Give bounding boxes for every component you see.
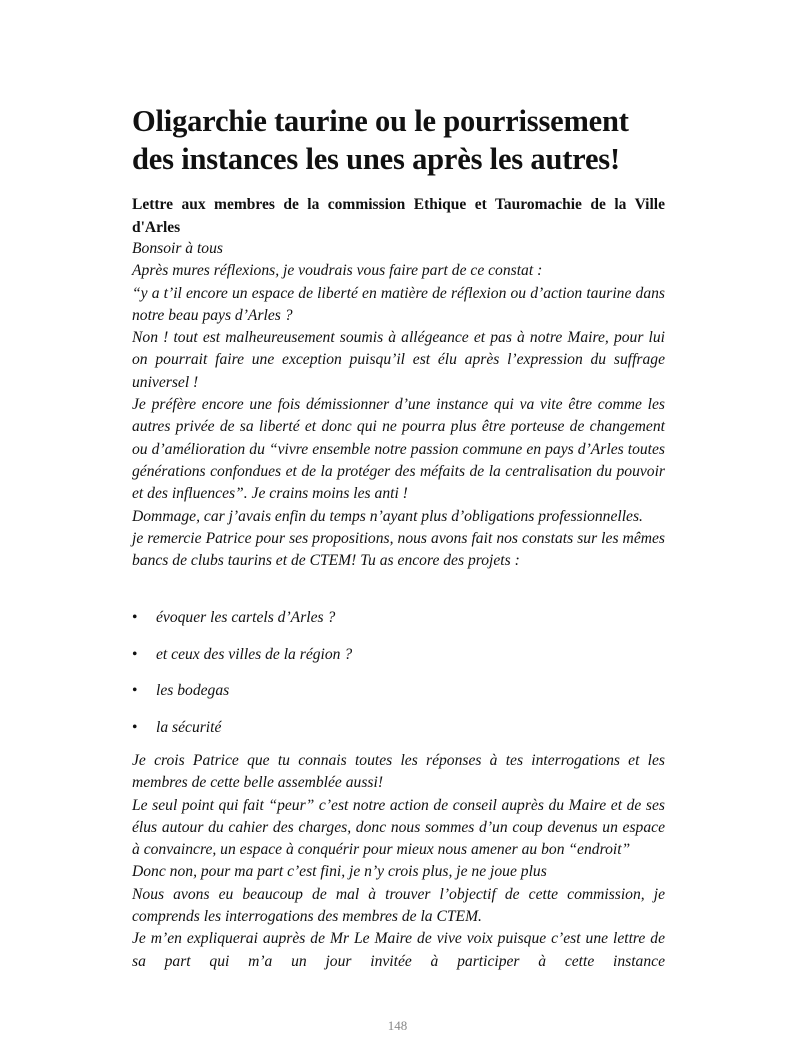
list-item (132, 607, 352, 644)
paragraph: Nous avons eu beaucoup de mal à trouver l’objectif de cette commission, je comprends les interrogations des membres de la CTEM. (132, 885, 665, 926)
paragraph: Je m’en expliquerai auprès de Mr Le Maire de vive voix puisque c’est une lettre de sa part qui m’a un jour invitée à participer à cette instance (132, 930, 665, 970)
list-item-text: les bodegas (156, 682, 230, 699)
paragraph: Je crois Patrice que tu connais toutes les réponses à tes interrogations et les membres de cette belle assemblée aussi! (132, 752, 665, 792)
paragraph: Dommage, car j’avais enfin du temps n’ayant plus d’obligations professionnelles. (132, 507, 643, 525)
bullet-list (132, 607, 352, 753)
paragraph: Non ! tout est malheureusement soumis à allégeance et pas à notre Maire, pour lui on pourrait faire une exception puisqu’il est élu après l’expression du suffrage universel ! (132, 329, 665, 391)
list-item-text: évoquer les cartels d’Arles ? (156, 609, 336, 626)
list-item (132, 644, 352, 681)
page-number: 148 (387, 1018, 408, 1033)
list-item-text: et ceux des villes de la région ? (156, 645, 353, 663)
paragraph: Après mures réflexions, je voudrais vous faire part de ce constat : (132, 262, 543, 280)
list-item (132, 717, 352, 754)
bullet-icon: • (132, 645, 138, 663)
body-text-top (132, 238, 665, 572)
paragraph: “y a t’il encore un espace de liberté en matière de réflexion ou d’action taurine dans notre beau pays d’Arles ? (132, 284, 665, 324)
list-item (132, 680, 352, 717)
body-text-bottom (132, 750, 665, 973)
paragraph: je remercie Patrice pour ses propositions, nous avons fait nos constats sur les mêmes bancs de clubs taurins et de CTEM! Tu as encore des projets : (132, 529, 665, 570)
paragraph: Je préfère encore une fois démissionner d’une instance qui va vite être comme les autres privée de sa liberté et donc qui ne pourra plus être porteuse de changement ou d’amélioration du “vivre ensemble notre passion commune en pays d’Arles toutes générations confondues et de la protéger des méfaits de la centralisation du pouvoir et des influences”. Je crains moins les anti ! (132, 396, 665, 503)
paragraph: Bonsoir à tous (132, 240, 223, 257)
page-title: Oligarchie taurine ou le pourrissement des instances les unes après les autres! (132, 104, 629, 176)
letter-subtitle: Lettre aux membres de la commission Ethique et Tauromachie de la Ville d'Arles (132, 196, 665, 236)
bullet-icon: • (132, 609, 138, 626)
paragraph: Donc non, pour ma part c’est fini, je n’y crois plus, je ne joue plus (132, 863, 547, 881)
list-item-text: la sécurité (156, 718, 222, 736)
paragraph: Le seul point qui fait “peur” c’est notre action de conseil auprès du Maire et de ses élus autour du cahier des charges, donc nous sommes d’un coup devenus un espace à convaincre, un espace à conquérir pour mieux nous amener au bon “endroit” (132, 796, 665, 859)
bullet-icon: • (132, 682, 138, 699)
bullet-icon: • (132, 718, 138, 736)
